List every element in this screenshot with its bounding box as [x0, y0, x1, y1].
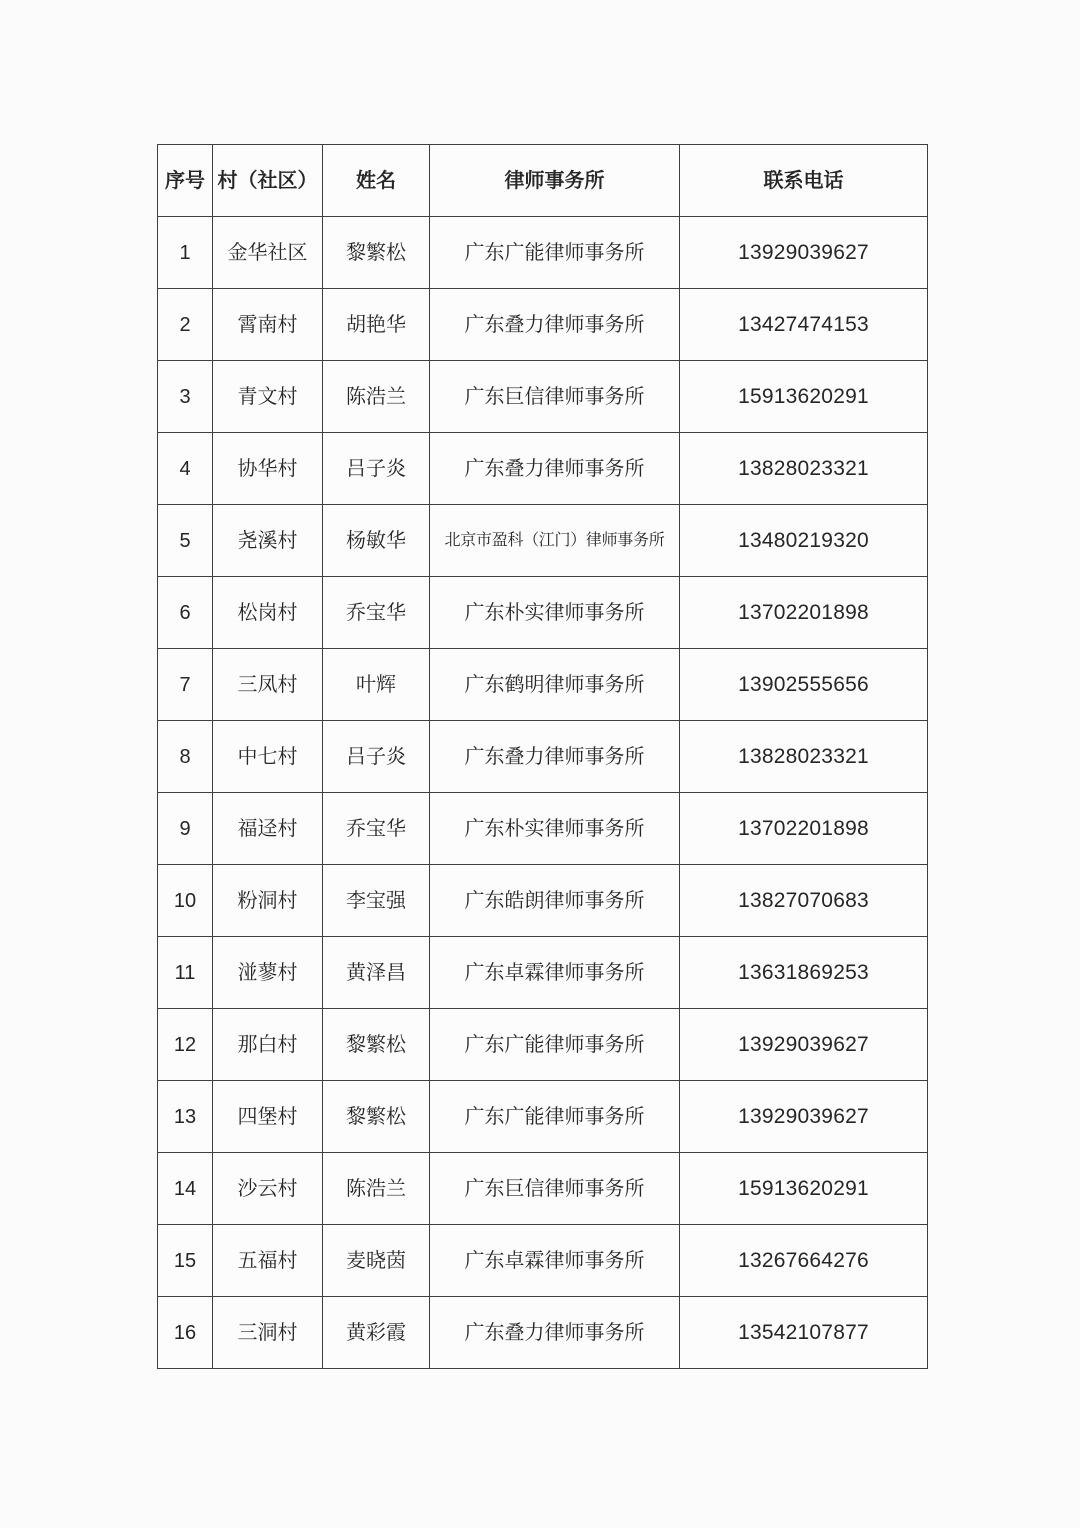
cell-firm: 广东朴实律师事务所 [430, 793, 680, 865]
cell-name: 黎繁松 [323, 1009, 430, 1081]
cell-name: 胡艳华 [323, 289, 430, 361]
table-header [158, 145, 928, 217]
cell-village: 霄南村 [213, 289, 323, 361]
cell-name: 吕子炎 [323, 433, 430, 505]
cell-firm: 北京市盈科（江门）律师事务所 [430, 505, 680, 577]
cell-village: 三凤村 [213, 649, 323, 721]
table-row [158, 865, 928, 937]
cell-firm: 广东巨信律师事务所 [430, 361, 680, 433]
cell-firm: 广东叠力律师事务所 [430, 433, 680, 505]
table-row [158, 577, 928, 649]
header-cell-firm: 律师事务所 [430, 145, 680, 217]
cell-firm: 广东广能律师事务所 [430, 1009, 680, 1081]
cell-name: 叶辉 [323, 649, 430, 721]
cell-firm: 广东叠力律师事务所 [430, 289, 680, 361]
cell-firm: 广东叠力律师事务所 [430, 721, 680, 793]
cell-phone: 13827070683 [680, 865, 928, 937]
table-row [158, 361, 928, 433]
cell-phone: 13929039627 [680, 1081, 928, 1153]
header-cell-phone: 联系电话 [680, 145, 928, 217]
cell-phone: 13427474153 [680, 289, 928, 361]
cell-index: 16 [158, 1297, 213, 1369]
cell-index: 7 [158, 649, 213, 721]
table-row [158, 505, 928, 577]
cell-firm: 广东巨信律师事务所 [430, 1153, 680, 1225]
cell-name: 吕子炎 [323, 721, 430, 793]
cell-index: 13 [158, 1081, 213, 1153]
cell-phone: 13542107877 [680, 1297, 928, 1369]
cell-phone: 13828023321 [680, 433, 928, 505]
cell-village: 青文村 [213, 361, 323, 433]
cell-index: 4 [158, 433, 213, 505]
cell-village: 五福村 [213, 1225, 323, 1297]
cell-firm: 广东叠力律师事务所 [430, 1297, 680, 1369]
cell-index: 1 [158, 217, 213, 289]
cell-name: 杨敏华 [323, 505, 430, 577]
table-row [158, 289, 928, 361]
village-legal-advisor-table [157, 144, 928, 1369]
cell-name: 乔宝华 [323, 577, 430, 649]
cell-name: 陈浩兰 [323, 1153, 430, 1225]
cell-firm: 广东鹤明律师事务所 [430, 649, 680, 721]
cell-phone: 13631869253 [680, 937, 928, 1009]
table-row [158, 1297, 928, 1369]
cell-phone: 13929039627 [680, 217, 928, 289]
cell-name: 黄泽昌 [323, 937, 430, 1009]
table-row [158, 793, 928, 865]
cell-phone: 13480219320 [680, 505, 928, 577]
cell-village: 尧溪村 [213, 505, 323, 577]
cell-name: 麦晓茵 [323, 1225, 430, 1297]
table-row [158, 649, 928, 721]
cell-village: 福迳村 [213, 793, 323, 865]
cell-index: 14 [158, 1153, 213, 1225]
cell-village: 三洞村 [213, 1297, 323, 1369]
cell-village: 沙云村 [213, 1153, 323, 1225]
cell-index: 9 [158, 793, 213, 865]
cell-firm: 广东广能律师事务所 [430, 1081, 680, 1153]
table-row [158, 1081, 928, 1153]
cell-index: 11 [158, 937, 213, 1009]
table-body [158, 217, 928, 1369]
cell-phone: 13267664276 [680, 1225, 928, 1297]
cell-name: 黄彩霞 [323, 1297, 430, 1369]
cell-index: 15 [158, 1225, 213, 1297]
cell-name: 陈浩兰 [323, 361, 430, 433]
cell-name: 李宝强 [323, 865, 430, 937]
cell-village: 粉洞村 [213, 865, 323, 937]
cell-village: 金华社区 [213, 217, 323, 289]
cell-name: 黎繁松 [323, 1081, 430, 1153]
cell-village: 协华村 [213, 433, 323, 505]
cell-name: 黎繁松 [323, 217, 430, 289]
cell-name: 乔宝华 [323, 793, 430, 865]
table-row [158, 1225, 928, 1297]
table-row [158, 433, 928, 505]
header-cell-index: 序号 [158, 145, 213, 217]
table-row [158, 217, 928, 289]
cell-village: 松岗村 [213, 577, 323, 649]
cell-index: 2 [158, 289, 213, 361]
cell-village: 中七村 [213, 721, 323, 793]
cell-firm: 广东卓霖律师事务所 [430, 937, 680, 1009]
header-row [158, 145, 928, 217]
cell-index: 6 [158, 577, 213, 649]
cell-firm: 广东朴实律师事务所 [430, 577, 680, 649]
cell-phone: 13702201898 [680, 577, 928, 649]
table-row [158, 1009, 928, 1081]
cell-phone: 13702201898 [680, 793, 928, 865]
table-row [158, 937, 928, 1009]
table-row [158, 1153, 928, 1225]
cell-phone: 13828023321 [680, 721, 928, 793]
cell-village: 那白村 [213, 1009, 323, 1081]
cell-village: 湴蓼村 [213, 937, 323, 1009]
cell-index: 10 [158, 865, 213, 937]
cell-village: 四堡村 [213, 1081, 323, 1153]
cell-index: 5 [158, 505, 213, 577]
cell-firm: 广东皓朗律师事务所 [430, 865, 680, 937]
cell-index: 3 [158, 361, 213, 433]
cell-phone: 15913620291 [680, 361, 928, 433]
cell-phone: 13902555656 [680, 649, 928, 721]
cell-index: 8 [158, 721, 213, 793]
header-cell-name: 姓名 [323, 145, 430, 217]
cell-phone: 13929039627 [680, 1009, 928, 1081]
cell-firm: 广东广能律师事务所 [430, 217, 680, 289]
cell-phone: 15913620291 [680, 1153, 928, 1225]
cell-index: 12 [158, 1009, 213, 1081]
header-cell-village: 村（社区） [213, 145, 323, 217]
cell-firm: 广东卓霖律师事务所 [430, 1225, 680, 1297]
table-row [158, 721, 928, 793]
